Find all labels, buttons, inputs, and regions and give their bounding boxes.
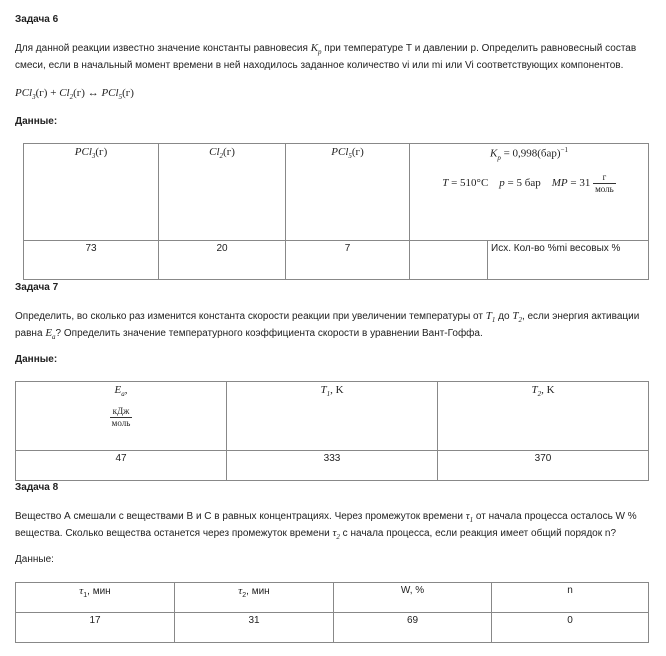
task8-text-line2: вещества. Сколько вещества останется через промежуток времени $\tau_2$ с начала процесса, если реакция имеет общий порядок n? [15,527,617,542]
unit-fraction: $\frac{\text{кДж}}{\text{моль}}$ [111,406,131,429]
value-tau1: 17 [16,613,175,643]
task7-text-line2: равна $E_a$? Определить значение температурного коэффициента скорости в уравнении Вант-Гоффа. [15,327,483,342]
header-cl2: $Cl_2(г)$ [159,144,286,241]
header-conditions [410,144,649,241]
unit-fraction: $\frac{г}{\text{моль}}$ [595,171,614,194]
header-pcl5: PCl$_5$(г) [286,144,410,241]
header-t2: $T_2$, K [438,382,649,451]
value-cl2: 20 [159,241,286,280]
value-empty [410,241,488,280]
task7-title: Задача 7 [15,282,59,293]
task6-text-line2: смеси, если в начальный момент времени в ней находилось заданное количество vi или mi или Vi соответствующих компонентов. [15,60,624,71]
text: при температуре Т и давлении p. Определить равновесный состав [321,43,637,54]
header-ea: $E_a$, $\frac{\text{кДж}}{\text{моль}}$ [16,382,227,451]
value-w: 69 [334,613,492,643]
table-row [16,451,649,481]
value-t2: 370 [438,451,649,481]
header-tau2: $\tau_2$, мин [175,583,334,613]
task8-data-label: Данные: [15,554,54,565]
task7-data-label: Данные: [15,354,58,365]
table-row [16,613,649,643]
value-n: 0 [492,613,649,643]
kp-symbol: $K_p$ [310,42,322,57]
table-header-row [16,583,649,613]
table-header-row [16,382,649,451]
task7-data-table [15,381,649,481]
table-header-row [24,144,649,241]
kp-value: $K_p = 0,998(бар)^{-1}$ [489,146,569,162]
text: Для данной реакции известно значение константы равновесия [15,43,311,54]
value-t1: 333 [227,451,438,481]
header-n: n [492,583,649,613]
task6-data-label: Данные: [15,116,58,127]
task7-text-line1: Определить, во сколько раз изменится константа скорости реакции при увеличении температуры от $T_1$ до $T_2$, если энергия активации [15,310,640,325]
value-pcl3: 73 [24,241,159,280]
conditions-line: T = 510°C p = 5 бар MP = 31 $\frac{г}{\text{моль}}$ [442,171,614,194]
value-tau2: 31 [175,613,334,643]
task6-equation: $PCl_3(г) + Cl_2(г)$ ↔ PCl$_5$(г) [15,87,134,102]
table-row [24,241,649,280]
header-t1: $T_1$, K [227,382,438,451]
task8-data-table [15,582,649,643]
header-pcl3: PCl$_3$(г) [24,144,159,241]
task6-data-table [23,143,649,280]
value-pcl5: 7 [286,241,410,280]
value-ea: 47 [16,451,227,481]
task8-text-line1: Вещество А смешали с веществами В и С в равных концентрациях. Через промежуток времени $\tau_1$ от начала процесса осталось W % [15,510,637,525]
header-w: W, % [334,583,492,613]
header-tau1: $\tau_1$, мин [16,583,175,613]
task8-title: Задача 8 [15,482,59,493]
value-note: Исх. Кол-во %mi весовых % [488,241,649,280]
task6-title: Задача 6 [15,14,59,25]
